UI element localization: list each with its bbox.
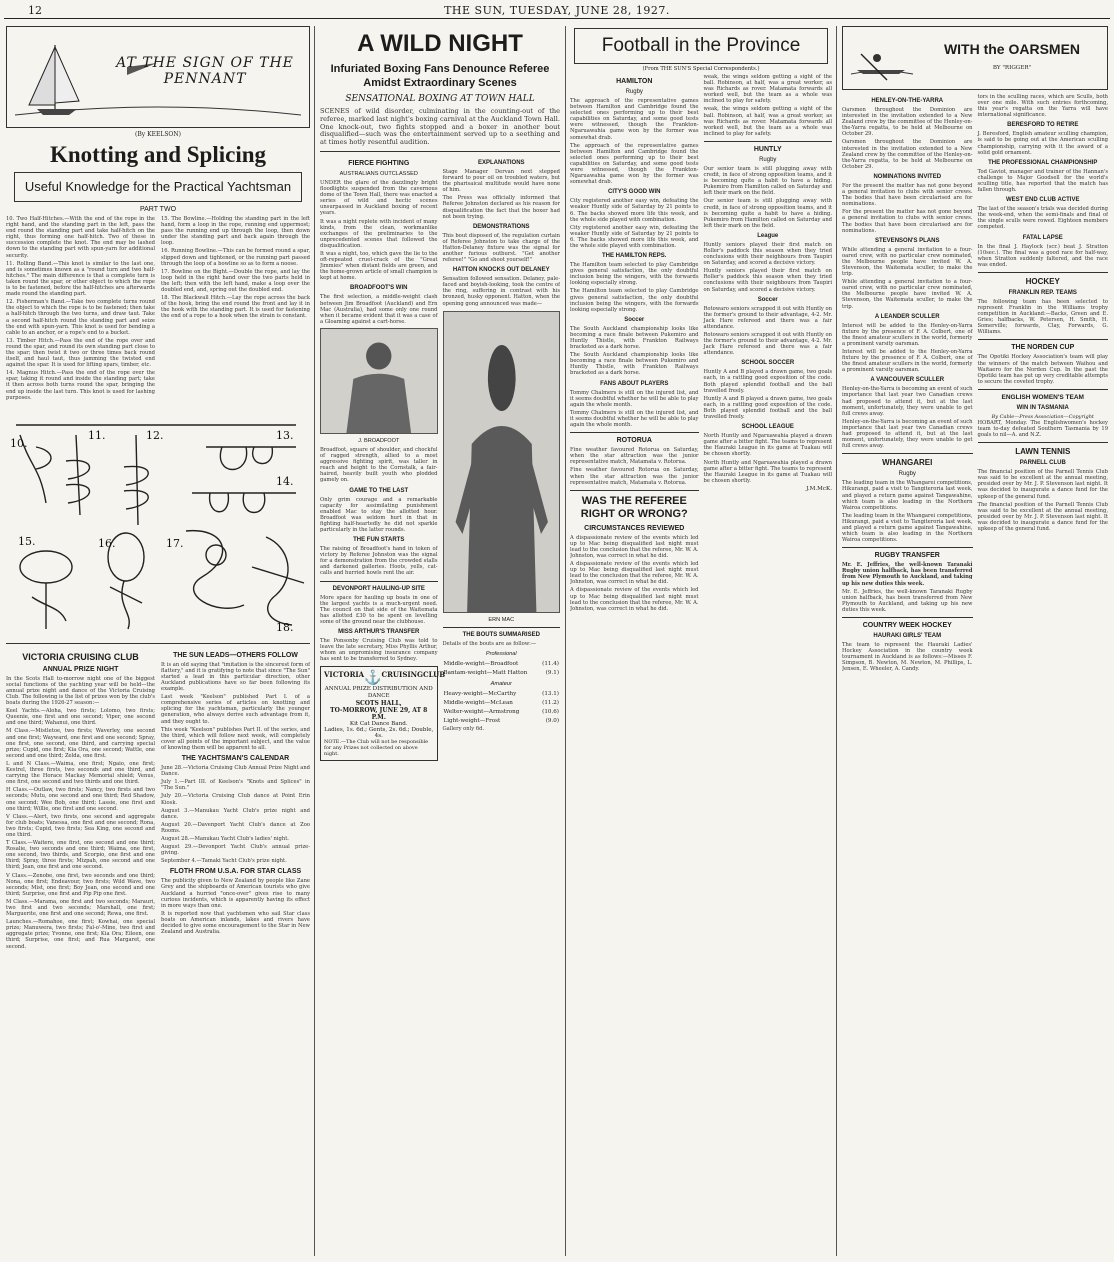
bouts-table-amateur <box>443 690 561 725</box>
boxing-title: A WILD NIGHT <box>357 30 523 57</box>
paragraph: 15. The Bowline.—Holding the standing part in the left hand, form a loop in the rope, running end uppermost; pass the running end up through the loop, then down under the standing part and back again through the loop. <box>161 216 310 247</box>
divider <box>320 581 438 582</box>
paragraph: This bout disposed of, the regulation curtain of Referee Johnston to take charge of the Hatton-Delaney fixture was the signal for another furious outburst. "Get another referee!" "Go and shoot yourself!" <box>442 232 560 264</box>
advert-word: CLUB <box>423 670 446 680</box>
paragraph: Sensation followed sensation. Delaney, pale-faced and boyish-looking, took the centre of the ring, suffering in contrast with his bronzed, husky opponent. Hatton, when the opening gong announced was made— <box>442 276 560 307</box>
football-columns <box>570 74 832 614</box>
section-heading: THE NORDEN CUP <box>1011 344 1075 352</box>
paragraph: Interest will be added to the Henley-on-Yarra fixture by the presence of F. A. Colbert, one of the finest amateur scullers in the world, formerly a prominent varsity oarsman. <box>842 349 973 374</box>
rowing-columns <box>842 94 1108 674</box>
paragraph: Tommy Chalmers is still on the injured list, and it seems doubtful whether he will be able to play again the whole month. <box>570 409 699 429</box>
rowing-right <box>978 94 1109 674</box>
table-cell: Middle-weight—Broadfoot <box>443 660 519 667</box>
paragraph: The South Auckland championship looks like becoming a race finale between Pukemiro and Huntly Thistle, with Frankton Railways bracketed as a dark horse. <box>570 325 699 351</box>
section-heading: HATTON KNOCKS OUT DELANEY <box>452 267 550 274</box>
part-label: PART TWO <box>139 206 177 213</box>
oarsmen-title: WITH the OARSMEN <box>943 41 1081 57</box>
section-heading: FANS ABOUT PLAYERS <box>600 380 669 387</box>
paragraph: M Class.—Marama, one first and two seconds; Marauri, two first and two seconds; Marshall, one first; Marguerite, one first and one second; Rewa, one first. <box>6 898 155 918</box>
table-cell: (9.1) <box>545 669 559 676</box>
paragraph: The first selection, a middle-weight clash between Jim Broadfoot (Auckland) and Ern Mac (Australia), had some only one round when it became evident that it was a case of a Gloaming against a cart-horse. <box>320 294 438 325</box>
subtitle-box <box>14 172 302 202</box>
paragraph: UNDER the glare of the dazzlingly bright floodlights suspended from the cavernous dome of the Town Hall, there was enacted a series of wild and hectic scenes unsurpassed in Auckland boxing of recent years. <box>320 179 438 217</box>
section-heading: ROTORUA <box>616 437 652 445</box>
knot-text-columns <box>6 216 310 403</box>
paragraph: The following team has been selected to represent Franklin in the Williams trophy competition in Auckland:—Backs, Green and E. Gries; halfbacks, W. Petersen, H. Smith, H. Somerville; forwards, Clay, Forwards, G. Williams. <box>977 298 1108 336</box>
anchor-icon: ⚓ <box>364 670 382 687</box>
paragraph: weak, the wings seldom getting a sight of the ball. Robinson, at half, was a great worker, as was Richards as rover. Matamata forwards all worked well, but the team as a whole was inclined to play for safety. <box>703 106 832 137</box>
football-right <box>704 74 833 614</box>
byline: (By KEELSON) <box>135 131 181 138</box>
column-rule <box>836 26 837 1256</box>
paragraph: The financial position of the Parnell Tennis Club was said to be excellent at the annual meeting, presided over by Mr. J. P. Stevenson last night. It was decided to inaugurate a dance fund for the upkeep of the general fund. <box>977 501 1108 533</box>
section-heading: COUNTRY WEEK HOCKEY <box>862 622 952 629</box>
paragraph: It is an old saying that "imitation is the sincerest form of flattery," and it is gratifying to note that since "The Sun" started a lead in this particular direction, other Auckland publications have so far been following its example. <box>161 661 310 693</box>
section-subheading: WIN IN TASMANIA <box>1016 404 1069 411</box>
section-heading: THE BOUTS SUMMARISED <box>462 631 540 638</box>
advert-word: CRUISING <box>381 670 424 680</box>
calendar-item: July 20.—Victoria Cruising Club dance at Point Erin Kiosk. <box>161 793 310 806</box>
sun-leads-article <box>161 648 310 952</box>
advert-word: VICTORIA <box>324 670 365 680</box>
column-rule <box>565 26 566 1256</box>
paragraph: Huntly seniors played their first match on Roller's paddock this season when they tried conclusions with their neighbours from Taupiri on Saturday, and scored a decisive victory. <box>703 268 832 293</box>
figure-number: 13. <box>276 428 294 442</box>
paragraph: Tommy Chalmers is still on the injured list, and it seems doubtful whether he will be able to play again the whole month. <box>570 389 699 408</box>
paragraph: Huntly seniors played their first match on Roller's paddock this season when they tried conclusions with their neighbours from Taupiri on Saturday, and scored a decisive victory. <box>703 241 832 267</box>
section-heading: WEST END CLUB ACTIVE <box>1006 197 1080 204</box>
calendar-item: August 28.—Manukau Yacht Club's ladies' night. <box>161 835 289 842</box>
divider <box>570 432 699 433</box>
boxing-columns <box>320 156 560 761</box>
referee-title: WAS THE REFEREE RIGHT OR WRONG? <box>580 494 688 520</box>
paragraph: The Ponsonby Cruising Club was told to leave the late secretary, Miss Phyllis Arthur, whom an unpromising insurance company has sent to be transferred to Sydney. <box>320 638 438 663</box>
paragraph: Oarsmen throughout the Dominion are interested in the invitation extended to a New Zealand crew by the committee of the Henley-on-the-Yarra regatta, to be held at Melbourne on October 29. <box>842 139 973 170</box>
paragraph: In the Scots Hall to-morrow night one of the biggest social functions of the yachting year will be held—the annual prize night and dance of the Victoria Cruising Club. The following is the list of prizes won by the club's boats during the 1926-27 season:— <box>6 675 156 707</box>
table-row <box>443 717 561 726</box>
column-rowing <box>842 26 1108 1256</box>
paragraph: Fine weather favoured Rotorua on Saturday, when the star attraction was the junior representative match, Matamata v. Rotorua. <box>570 447 699 466</box>
table-cell: (10.6) <box>542 708 559 715</box>
boxing-lede: SCENES of wild disorder, culminating in the counting-out of the referee, marked last night's boxing carnival at the Auckland Town Hall. One knock-out, two fights stopped and a boxer in another bout disqualified—such was the entertainment served up to a seething and at times hotly resentful audition. <box>320 107 560 147</box>
advert-line: TO-MORROW, JUNE 29, AT 8 P.M. <box>330 707 428 722</box>
advert-line: Ladies, 1s. 6d.; Gents, 2s. 6d.; Double, 4s. <box>324 727 434 740</box>
paragraph: More space for hauling up boats in one of the largest yachts is a much-urgent need. The council on that side of the Waitemata has allotted £30 to be spent on levelling some of the ground near the clubhouse. <box>320 594 438 625</box>
section-heading: Soccer <box>757 296 778 303</box>
paragraph: Mr. E. Jeffries, the well-known Taranaki Rugby union halfback, has been transferred from New Plymouth to Auckland, and taking up his new duties this week. <box>842 562 973 587</box>
divider <box>320 151 560 152</box>
section-heading: SCHOOL LEAGUE <box>741 424 794 431</box>
divider <box>978 272 1109 273</box>
section-heading: League <box>757 232 779 239</box>
paragraph: It was a night replete with incident of many kinds, from the clean, workmanlike exchanges of the preliminaries to the unprecedented scenes that followed the disqualification. <box>320 218 438 249</box>
table-cell: (11.2) <box>542 700 559 707</box>
advert-line: SCOTS HALL, <box>355 700 402 708</box>
photo-broadfoot <box>320 328 438 434</box>
advert-header <box>324 670 446 687</box>
table-row <box>443 669 561 678</box>
section-subheading: FRANKLIN REP. TEAMS <box>1008 289 1077 296</box>
table-row <box>443 699 561 708</box>
column-boxing <box>320 26 560 1256</box>
figure-number: 15. <box>18 534 36 548</box>
paragraph: The financial position of the Parnell Tennis Club was said to be excellent at the annual meeting, presided over by Mr. J. P. Stevenson last night. It was decided to inaugurate a dance fund for the upkeep of the general fund. <box>977 469 1108 500</box>
section-heading: GAME TO THE LAST <box>349 487 409 494</box>
paragraph: While attending a general invitation to a four-oared crew, with no particular crew nominated, the Melbourne people have invited W. A. Stevenson, the Waitemata sculler, to make the trip. <box>842 279 973 310</box>
photo-caption: J. BROADFOOT <box>358 437 400 444</box>
table-row <box>443 690 561 699</box>
paragraph: V Class.—Alert, two firsts, one second and aggregate for club boats; Vanessa, one first and one second; Rona, two firsts; Cupid, two firsts; Sea King, one second and one third. <box>6 813 155 838</box>
bouts-table-professional <box>443 660 561 678</box>
knot-text-left <box>6 216 155 403</box>
section-heading: DEMONSTRATIONS <box>472 223 530 230</box>
paragraph: The Press was officially informed that Referee Johnston declared as his reason for disqualification the fact that the boxer had not been trying. <box>442 195 560 220</box>
paragraph: 13. Timber Hitch.—Pass the end of the rope over and round the spar, and round its own standing part close to the spar; then twist it two or three times back round itself, and haul taut, thus jamming the twisted end against the spar. It is used for lifting spars, timber, etc. <box>6 337 155 369</box>
paragraph: The leading team in the Whangarei competitions, Hikurangi, paid a visit to Tangiteroria last week, and played a return game against Tangawahine, which team is also leading in the Northern Wairoa competitions. <box>842 512 973 544</box>
divider <box>842 547 973 548</box>
pennant-banner-title: AT THE SIGN OF THE PENNANT <box>116 55 294 87</box>
paragraph: The approach of the representative games between Hamilton and Cambridge found the selected ones performing up to their best capabilities on Saturday, and some good tests were witnessed, though the Frankton-Ngaruawahia game won by the former was somewhat drab. <box>570 142 699 186</box>
paragraph: Rotowaro seniors scrapped it out with Huntly on the former's ground to their advantage, 4-2. Mr. Jack Hare refereed and there was a fair attendance. <box>703 332 832 357</box>
section-heading: HOCKEY <box>1025 276 1060 286</box>
section-heading: FATAL LAPSE <box>1022 234 1063 241</box>
section-heading: BERESFORD TO RETIRE <box>1007 122 1079 129</box>
sun-leads-title: THE SUN LEADS—OTHERS FOLLOW <box>173 651 298 659</box>
section-heading: FIERCE FIGHTING <box>348 159 410 167</box>
divider <box>842 453 973 454</box>
paragraph: The team to represent the Hauraki Ladies' Hockey Association in the country week tournament in Auckland is as follows:—Misses F. Simpson, B. Newton, M. Newton, M. Phillips, L. Jensen, E. Wheeler, A. Candy. <box>842 642 973 673</box>
bouts-category: Professional <box>485 650 517 657</box>
section-heading: NOMINATIONS INVITED <box>873 173 942 180</box>
paragraph: V Class.—Zenobe, one first, two seconds and one third; Nona, one first; Endeavour, two firsts; Wild Wave, two seconds; Mist, one first; Boy Jean, one second and one third; Surprise, one first and Pip Pip one first. <box>6 872 155 897</box>
table-cell: (13.1) <box>542 691 559 698</box>
section-heading: RUGBY TRANSFER <box>874 552 940 560</box>
page-number: 12 <box>28 4 42 17</box>
paragraph: The raising of Broadfoot's hand in token of victory by Referee Johnston was the signal for a demonstration from the crowded stalls and darkened galleries. Hoots, yells, cat-calls and hurried howls rent the air. <box>320 546 438 577</box>
paragraph: Only grim courage and a remarkable capacity for assimilating punishment enabled Mac to stay the allotted hour. Broadfoot was seldom hurt in that in fighting half-heartedly he did not sparkle particularly in the latter rounds. <box>320 496 438 533</box>
section-subheading: PARNELL CLUB <box>1019 460 1066 467</box>
paragraph: Tod Gaviot, manager and trainer of the Hannan's challenge to Major Goodsell for the world's sculling title, has reported that the match has fallen through. <box>977 168 1108 194</box>
column-yachting <box>6 26 310 1256</box>
paragraph: The last of the season's trials was decided during the week-end, when the semi-finals and final of the single sculls were rowed. Eighteen members competed. <box>977 206 1108 231</box>
vcc-advert <box>320 666 446 761</box>
figure-number: 12. <box>146 428 164 442</box>
paragraph: A dispassionate review of the events which led up to Mac being disqualified last night must lead to the conclusion that the referee, Mr. W. A. Johnston, was correct in what he did. <box>570 534 699 559</box>
paragraph: 11. Rolling Band.—This knot is similar to the last one, and is sometimes known as a "round turn and two half-hitches." The main difference is that a complete turn is taken round the spar, or other object to which the rope is to be fastened, before the half-hitches are afterwards made round the standing part. <box>6 260 155 298</box>
yachting-lower <box>6 648 310 952</box>
vcc-article <box>6 648 155 952</box>
signature: J.M.McK. <box>806 485 832 492</box>
section-subheading: Rugby <box>898 471 916 478</box>
advert-line: Kit Cat Dance Band. <box>349 721 408 728</box>
paragraph: HOBART, Monday. The Englishwomen's hockey team to-day defeated Southern Tasmania by 19 goals to nil—A. and N.Z. <box>977 419 1108 439</box>
paragraph: It was a night, too, which gave the lie to the oft-repeated cruel-crack of the "Great Jimmies" when distant fields are green, and the home-grown article of small champion is kept at home. <box>320 251 438 282</box>
section-heading: HUNTLY <box>753 145 782 153</box>
boxing-subtitle: Infuriated Boxing Fans Denounce Referee Amidst Extraordinary Scenes <box>330 63 550 89</box>
knot-text-right <box>161 216 310 403</box>
section-heading: THE FUN STARTS <box>353 537 405 544</box>
calendar-item: July 1.—Part III. of Keelson's "Knots and Splices" in "The Sun." <box>161 779 310 792</box>
article-title: Knotting and Splicing <box>49 142 267 167</box>
paragraph: Gallery only 6d. <box>442 725 485 732</box>
paragraph: Huntly A and B played a drawn game, two goals each, in a rattling good exposition of the code. Both played splendid football and the ball travelled freely. <box>703 369 832 394</box>
section-heading: DEVONPORT HAULING-UP SITE <box>332 585 425 592</box>
calendar-item: September 4.—Tamaki Yacht Club's prize night. <box>161 858 287 865</box>
paragraph: The South Auckland championship looks like becoming a race finale between Pukemiro and Huntly Thistle, with Frankton Railways bracketed as a dark horse. <box>570 352 699 377</box>
divider <box>978 442 1109 443</box>
paragraph: For the present the matter has not gone beyond a general invitation to clubs with senior crews. The bodies that have been circularised are for nominations. <box>842 182 973 208</box>
paragraph: The approach of the representative games between Hamilton and Cambridge found the selected ones performing up to their best capabilities on Saturday, and some good tests were witnessed, though the Frankton-Ngaruawahia game won by the former was somewhat drab. <box>570 98 699 141</box>
section-heading: MISS ARTHUR'S TRANSFER <box>338 629 420 636</box>
table-row <box>443 660 561 669</box>
paragraph: It is reported now that yachtsmen who sail Star class boats on American inlands, lakes and rivers have decided to give some encouragement to the Star in New Zealand and Australia. <box>161 910 310 936</box>
calendar-item: August 20.—Davenport Yacht Club's dance at Zoo Rooms. <box>161 821 310 834</box>
paragraph: North Huntly and Ngaruawahia played a drawn game after a bitter fight. The teams to represent the Hauraki League in its game at Tuakau will be chosen shortly. <box>703 433 832 458</box>
paragraph: Our senior team is still plugging away with credit, in face of strong opposition teams, and it is becoming quite a habit to have a hiding. Pukemiro from Hamilton called on Saturday and left their mark on the field. <box>703 165 832 197</box>
boxing-left <box>320 156 446 761</box>
paragraph: The Hamilton team selected to play Cambridge gives general satisfaction, the only doubtful inclusion being the wingers, with the forwards looking especially strong. <box>570 288 699 313</box>
section-heading: HENLEY-ON-THE-YARRA <box>871 98 944 104</box>
section-heading: A VANCOUVER SCULLER <box>870 377 945 384</box>
calendar-item: August 3.—Manukau Yacht Club's prize night and dance. <box>161 807 310 820</box>
advert-line: ANNUAL PRIZE DISTRIBUTION AND DANCE <box>324 686 433 700</box>
section-heading: CITY'S GOOD WIN <box>608 189 661 196</box>
section-subheading: Rugby <box>625 89 643 95</box>
paragraph: 10. Two Half-Hitches.—With the end of the rope in the right hand, and the standing part in the left, pass the end round the standing part and take half-hitch on the right, thus forming one half-hitch. Two of these in succession complete the knot. The end may be lashed down to the standing part with spun-yarn for additional security. <box>6 216 155 259</box>
paragraph: T Class.—Waitere, one first, one second and one third; Rosalie, two seconds and one third; Waima, one first, one second, two thirds, and Scorpio, one first and one third; Spray, three firsts; Mizpah, one second and one third; Jean, one first and one second. <box>6 840 155 871</box>
page-header <box>4 4 1110 19</box>
section-subheading: Rugby <box>759 156 777 163</box>
paragraph: M Class.—Mistletoe, two firsts; Waverley, one second and one first; Wayward, one first and one second; Spray, one first, one second, one third, and carrying special prize; Cupid, one first; Kia Ora, one second; Wattle, one second and one third; Zelda, one first. <box>6 728 155 759</box>
boxing-tagline: SENSATIONAL BOXING AT TOWN HALL <box>345 94 535 104</box>
divider <box>978 339 1109 340</box>
section-heading: WHANGAREI <box>882 458 933 468</box>
paragraph: H Class.—Outlaw, two firsts; Nancy, two firsts and two seconds; Mutu, one second and one third; Red Shadow, one second; Wee Bob, one third; Lassie, one first and one third; Willie, one first and one second. <box>6 787 155 812</box>
section-heading: EXPLANATIONS <box>477 159 525 166</box>
photo-ern-mac <box>443 311 561 613</box>
section-heading: STEVENSON'S PLANS <box>875 237 940 244</box>
paragraph: Oarsmen throughout the Dominion are interested in the invitation extended to a New Zealand crew by the committee of the Henley-on-the-Yarra regatta, to be held at Melbourne on October 29. <box>842 107 973 138</box>
section-subheading: HAURAKI GIRLS' TEAM <box>873 633 942 639</box>
divider <box>704 141 833 142</box>
paragraph: Our senior team is still plugging away with credit, in face of strong opposition teams, and it is becoming quite a habit to have a hiding. Pukemiro from Hamilton called on Saturday and left their mark on the field. <box>703 198 832 229</box>
table-row <box>443 708 561 717</box>
paragraph: City registered another easy win, defeating the weaker Huntly side of Saturday by 21 points to 6. The backs showed more life this week, and the whole side played with combination. <box>570 198 699 223</box>
figure-number: 17. <box>166 536 184 550</box>
paragraph: Details of the bouts are as follow:— <box>442 640 537 647</box>
divider <box>978 389 1109 390</box>
figure-number: 10. <box>10 436 28 450</box>
section-heading: LAWN TENNIS <box>1015 447 1071 457</box>
paragraph: A dispassionate review of the events which led up to Mac being disqualified last night must lead to the conclusion that the referee, Mr. W. A. Johnston, was correct in what he did. <box>570 587 699 612</box>
paragraph: J. Beresford, English amateur sculling champion, is said to be going out at the American sculling championship, carrying with it the award of a solid gold ornament. <box>977 131 1108 156</box>
paragraph: Stage Manager Dervan next stepped forward to pour oil on troubled waters, but the pharisaical multitude would have none of him. <box>442 168 560 194</box>
oarsmen-banner <box>842 26 1108 90</box>
paragraph: The leading team in the Whangarei competitions, Hikurangi, paid a visit to Tangiteroria last week, and played a return game against Tangawahine, which team is also leading in the Northern Wairoa competitions. <box>842 480 973 511</box>
divider <box>6 643 310 644</box>
advert-note: NOTE.—The Club will not be responsible for any Prizes not collected on above night. <box>324 739 429 758</box>
table-cell: (9.0) <box>545 717 559 724</box>
section-heading: THE PROFESSIONAL CHAMPIONSHIP <box>988 159 1098 166</box>
knot-diagrams <box>6 407 310 635</box>
paragraph: City registered another easy win, defeating the weaker Huntly side of Saturday by 21 points to 6. The backs showed more life this week, and the whole side played with combination. <box>570 224 699 249</box>
figure-number: 11. <box>88 428 106 442</box>
football-credit: (From THE SUN'S Special Correspondents.) <box>642 66 760 72</box>
section-heading: SCHOOL SOCCER <box>741 360 795 367</box>
figure-number: 16. <box>98 536 116 550</box>
star-class-title: FLOTH FROM U.S.A. FOR STAR CLASS <box>169 868 302 876</box>
section-heading: HAMILTON <box>616 78 653 85</box>
football-left <box>570 74 699 614</box>
table-cell: Bantam-weight—Matt Hatton <box>443 669 528 676</box>
football-title-box <box>574 28 828 64</box>
paragraph: weak, the wings seldom getting a sight of the ball. Robinson, at half, was a great worker, as was Richards as rover. Matamata forwards all worked well, but the team as a whole was inclined to play for safety. <box>703 74 832 105</box>
boxing-right <box>443 156 561 761</box>
football-title: Football in the Province <box>601 35 801 56</box>
vcc-subtitle: ANNUAL PRIZE NIGHT <box>42 665 119 673</box>
table-cell: Welter-weight—Armstrong <box>443 708 520 715</box>
table-cell: (11.4) <box>542 660 559 667</box>
figure-number: 18. <box>276 620 294 634</box>
section-heading: CIRCUMSTANCES REVIEWED <box>584 524 685 532</box>
calendar-title: THE YACHTSMAN'S CALENDAR <box>181 755 290 763</box>
table-cell: Middle-weight—McLean <box>443 700 513 707</box>
section-heading: A LEANDER SCULLER <box>874 313 940 320</box>
paragraph: Huntly A and B played a drawn game, two goals each, in a rattling good exposition of the code. Both played splendid football and the ball travelled freely. <box>703 395 832 421</box>
paragraph: The Opotiki Hockey Association's team will play the winners of the match between Waihou and Waitaero for the Norden Cup. In the past the Opotiki team has put up very creditable attempts to secure the coveted trophy. <box>977 354 1108 385</box>
section-heading: ENGLISH WOMEN'S TEAM <box>1001 393 1084 401</box>
vcc-title: VICTORIA CRUISING CLUB <box>22 651 139 662</box>
paragraph: For the present the matter has not gone beyond a general invitation to clubs with senior crews. The bodies that have been circularised are for nominations. <box>842 209 973 234</box>
paragraph: 18. The Blackwall Hitch.—Lay the rope across the back of the hook, bring the end round the front and lay it in the hook with the standing part. It is used for fastening the end of a rope to a hook when the strain is constant. <box>161 295 310 320</box>
table-cell: Heavy-weight—McCarthy <box>443 691 517 698</box>
section-heading: THE HAMILTON REPS. <box>602 253 667 260</box>
paragraph: Rotowaro seniors scrapped it out with Huntly on the former's ground to their advantage, 4-2. Mr. Jack Hare refereed and there was a fair attendance. <box>703 305 832 330</box>
paragraph: Henley-on-the-Yarra is becoming an event of such importance that last year two Canadian crews had proposed to attend it, but at the last moment, unfortunately, they were unable to get full crews away. <box>842 418 973 450</box>
paragraph: 12. Fisherman's Band.—Take two complete turns round the object to which the rope is to be fastened; then take a half-hitch through the two turns, and draw taut. Take a second half-hitch round the standing part and seize the end with spun-yarn. This knot is used for bending a cable to an anchor, or a rope's end to a bucket. <box>6 299 155 336</box>
section-subheading: AUSTRALIANS OUTCLASSED <box>339 170 418 177</box>
paragraph: Fine weather favoured Rotorua on Saturday, when the star attraction was the junior representative match, Matamata v. Rotorua. <box>570 467 699 486</box>
figure-number: 14. <box>276 474 294 488</box>
divider <box>842 617 973 618</box>
column-football <box>570 26 832 1256</box>
paragraph: Broadfoot, square of shoulder, and chockful of ragged strength, allied to a most aggressive fighting spirit, was taller in reach and height to the Cornstalk, a fair-haired, heavily built youth who plodded gamely on. <box>320 446 438 484</box>
paragraph: L and N Class.—Waima, one first; Ngaio, one first; Kestrel, three firsts, two seconds and one third, and carrying the Horace Mackay Memorial shield; Venus, one first, one second and two thirds and one third. <box>6 760 155 786</box>
paragraph: tors in the sculling races, which are Sculls, both over one mile. With such entries forthcoming, this year's regatta on the Yarra will have international significance. <box>977 94 1108 119</box>
masthead: THE SUN, TUESDAY, JUNE 28, 1927. <box>444 4 670 17</box>
paragraph: 14. Magnus Hitch.—Pass the end of the rope over the spar, taking it round and inside the standing part; take it then across both turns round the spar, bringing the end up inside the last turn. This knot is used for lashing purposes. <box>6 370 155 401</box>
paragraph: A dispassionate review of the events which led up to Mac being disqualified last night must lead to the conclusion that the referee, Mr. W. A. Johnston, was correct in what he did. <box>570 561 699 586</box>
calendar-item: June 28.—Victoria Cruising Club Annual Prize Night and Dance. <box>161 765 310 778</box>
paragraph: Last week "Keelson" published Part I. of a comprehensive series of articles on knotting and splicing for the yachtsman, particularly the younger generation, who always derive such advantage from it, and they ought to. <box>161 694 310 725</box>
pennant-banner <box>6 26 310 128</box>
paragraph: 16. Running Bowline.—This can be formed round a spar, slipped down and tightened, or the running part passed through the loop of a bowline so as to form a noose. <box>161 248 310 267</box>
paragraph: The publicity given to New Zealand by people like Zane Grey and the shipboards of American tourists who give Auckland a hurried "once-over" gives rise to many curious incidents, which is apparently having its effect in more ways than one. <box>161 878 310 909</box>
paragraph: The Hamilton team selected to play Cambridge gives general satisfaction, the only doubtful inclusion being the wingers, with the forwards looking especially strong. <box>570 262 699 287</box>
section-heading: Soccer <box>624 316 645 323</box>
cable-byline: By Cable—Press Association—Copyright <box>991 413 1094 420</box>
bouts-category: Amateur <box>490 681 512 688</box>
paragraph: In the final J. Haylock (scr.) beat J. Stratton (10sec.). The final was a good race for half-way, when Stratton suddenly faltered, and the race was ended. <box>977 243 1108 268</box>
table-cell: Light-weight—Frost <box>443 717 501 724</box>
paragraph: Mr. E. Jeffries, the well-known Taranaki Rugby union halfback, has been transferred from New Plymouth to Auckland, and taking up his new duties this week. <box>842 588 973 613</box>
photo-caption: ERN MAC <box>488 616 515 623</box>
paragraph: Henley-on-the-Yarra is becoming an event of such importance that last year two Canadian crews had proposed to attend it, but at the last moment, unfortunately, they were unable to get full crews away. <box>842 386 973 417</box>
section-heading: BROADFOOT'S WIN <box>350 285 408 292</box>
paragraph: 17. Bowline on the Bight.—Double the rope, and lay the loop held in the right hand over the two parts held in the left; then with the left hand, make a loop over the doubled end, and, spring out the doubled end. <box>161 268 310 294</box>
paragraph: This week "Keelson" publishes Part II. of the series, and the third, which will follow next week, will completely cover all points of the important subject, and the value of knowing them will be apparent to all. <box>161 726 310 751</box>
paragraph: North Huntly and Ngaruawahia played a drawn game after a bitter fight. The teams to represent the Hauraki League in its game at Tuakau will be chosen shortly. <box>703 459 832 484</box>
rowing-illustration <box>847 28 917 88</box>
rowing-left <box>842 94 973 674</box>
calendar-item: August 29.—Devonport Yacht Club's annual prize-giving. <box>161 844 310 857</box>
oarsmen-byline: BY "RIGGER" <box>992 65 1032 71</box>
article-subtitle: Useful Knowledge for the Practical Yachtsman <box>24 179 292 194</box>
column-rule <box>314 26 315 1256</box>
paragraph: Interest will be added to the Henley-on-Yarra fixture by the presence of F. A. Colbert, one of the finest amateur scullers in the world, formerly a prominent varsity oarsman. <box>842 322 973 347</box>
divider <box>570 490 699 491</box>
paragraph: While attending a general invitation to a four-oared crew, with no particular crew nominated, the Melbourne people have invited W. A. Stevenson, the Waitemata sculler, to make the trip. <box>842 246 973 278</box>
divider <box>443 627 561 628</box>
paragraph: Launches.—Romahoe, one first; Kowhai, one special prize; Manuwera, two firsts; Fal-o'-Mine, two first and aggregate prize; Yvonne, one first; Kia Ora; Eileen, one third; Surprise, one first; and Rua Margaret, one second. <box>6 919 155 950</box>
paragraph: Keel Yachts.—Aloha, two firsts; Lolomo, two firsts; Queenie, one first and one second; Viper, one second and one third; Wahanui, one third. <box>6 708 155 727</box>
